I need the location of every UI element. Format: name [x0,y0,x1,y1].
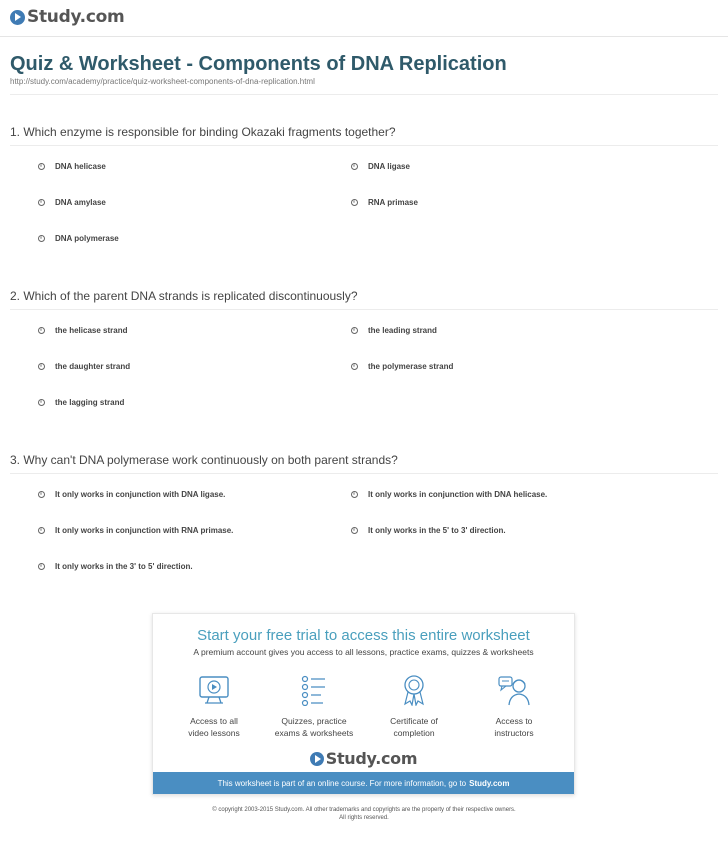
answer-label: the lagging strand [55,398,125,407]
site-header [10,6,124,28]
answer-list [10,310,718,430]
answer-label: the daughter strand [55,362,131,371]
answer-option[interactable] [351,526,506,535]
feature-label-line: instructors [494,728,534,738]
answer-label: the leading strand [368,326,437,335]
answer-label: the helicase strand [55,326,128,335]
answer-option[interactable] [38,326,127,335]
radio-icon[interactable] [351,363,358,370]
radio-icon[interactable] [38,327,45,334]
answer-option[interactable] [351,162,410,171]
answer-label: It only works in the 5' to 3' direction. [368,526,506,535]
question-1 [10,125,718,266]
copyright-notice [0,806,728,822]
answer-option[interactable] [38,526,233,535]
instructor-icon [497,674,531,706]
quiz-list-icon [297,674,331,706]
answer-option[interactable] [38,490,225,499]
page-url[interactable]: http://study.com/academy/practice/quiz-worksheet-components-of-dna-replication.html [10,77,315,86]
site-logo-text[interactable]: Study.com [27,7,125,27]
radio-icon[interactable] [351,199,358,206]
radio-icon[interactable] [351,327,358,334]
answer-label: DNA amylase [55,198,106,207]
copyright-line: © copyright 2003-2015 Study.com. All other trademarks and copyrights are the property of their respective owners. [212,807,516,813]
free-trial-subtitle: A premium account gives you access to all lessons, practice exams, quizzes & worksheets [193,647,534,657]
feature-label-line: exams & worksheets [274,728,354,738]
certificate-icon [397,674,431,706]
feature-label-line: Quizzes, practice [281,716,347,726]
question-text: 1. Which enzyme is responsible for binding Okazaki fragments together? [10,125,396,139]
answer-option[interactable] [38,398,124,407]
question-3 [10,453,718,594]
page-title: Quiz & Worksheet - Components of DNA Replication [10,53,507,75]
radio-icon[interactable] [351,163,358,170]
radio-icon[interactable] [38,235,45,242]
answer-label: It only works in the 3' to 5' direction. [55,562,193,571]
answer-label: It only works in conjunction with DNA ligase. [55,490,226,499]
answer-label: RNA primase [368,198,418,207]
answer-option[interactable] [38,234,119,243]
answer-option[interactable] [38,162,106,171]
answer-option[interactable] [351,326,437,335]
answer-label: It only works in conjunction with DNA helicase. [368,490,548,499]
radio-icon[interactable] [38,491,45,498]
cta-logo-text: Study.com [325,749,418,768]
radio-icon[interactable] [351,491,358,498]
answer-label: DNA helicase [55,162,106,171]
course-info-link[interactable]: Study.com [469,778,510,788]
answer-option[interactable] [351,198,418,207]
feature-label-line: completion [393,728,435,738]
radio-icon[interactable] [351,527,358,534]
study-logo-icon [310,752,324,766]
radio-icon[interactable] [38,199,45,206]
course-info-text: This worksheet is part of an online course. For more information, go to [217,778,467,788]
radio-icon[interactable] [38,363,45,370]
feature-video-lessons [169,674,259,739]
answer-option[interactable] [38,562,193,571]
video-lesson-icon [197,674,231,706]
cta-logo[interactable] [153,749,574,768]
header-divider [0,36,728,37]
question-2 [10,289,718,430]
radio-icon[interactable] [38,163,45,170]
free-trial-panel [152,613,575,795]
title-divider [10,94,718,95]
course-info-bar [153,772,574,794]
answer-label: the polymerase strand [368,362,454,371]
feature-label-line: Access to all [190,716,238,726]
answer-label: It only works in conjunction with RNA primase. [55,526,234,535]
study-logo-icon[interactable] [10,10,25,25]
answer-option[interactable] [351,362,453,371]
free-trial-heading[interactable]: Start your free trial to access this entire worksheet [197,627,530,644]
feature-label-line: Certificate of [390,716,438,726]
question-text: 3. Why can't DNA polymerase work continuously on both parent strands? [10,453,398,467]
answer-list [10,474,718,594]
feature-label-line: video lessons [188,728,240,738]
radio-icon[interactable] [38,563,45,570]
copyright-line: All rights reserved. [339,815,389,821]
answer-list [10,146,718,266]
answer-option[interactable] [38,198,106,207]
feature-certificate [369,674,459,739]
feature-quizzes [269,674,359,739]
radio-icon[interactable] [38,527,45,534]
feature-instructors [469,674,559,739]
answer-option[interactable] [38,362,130,371]
feature-label-line: Access to [495,716,533,726]
radio-icon[interactable] [38,399,45,406]
answer-label: DNA polymerase [55,234,119,243]
answer-option[interactable] [351,490,547,499]
answer-label: DNA ligase [368,162,410,171]
question-text: 2. Which of the parent DNA strands is replicated discontinuously? [10,289,358,303]
